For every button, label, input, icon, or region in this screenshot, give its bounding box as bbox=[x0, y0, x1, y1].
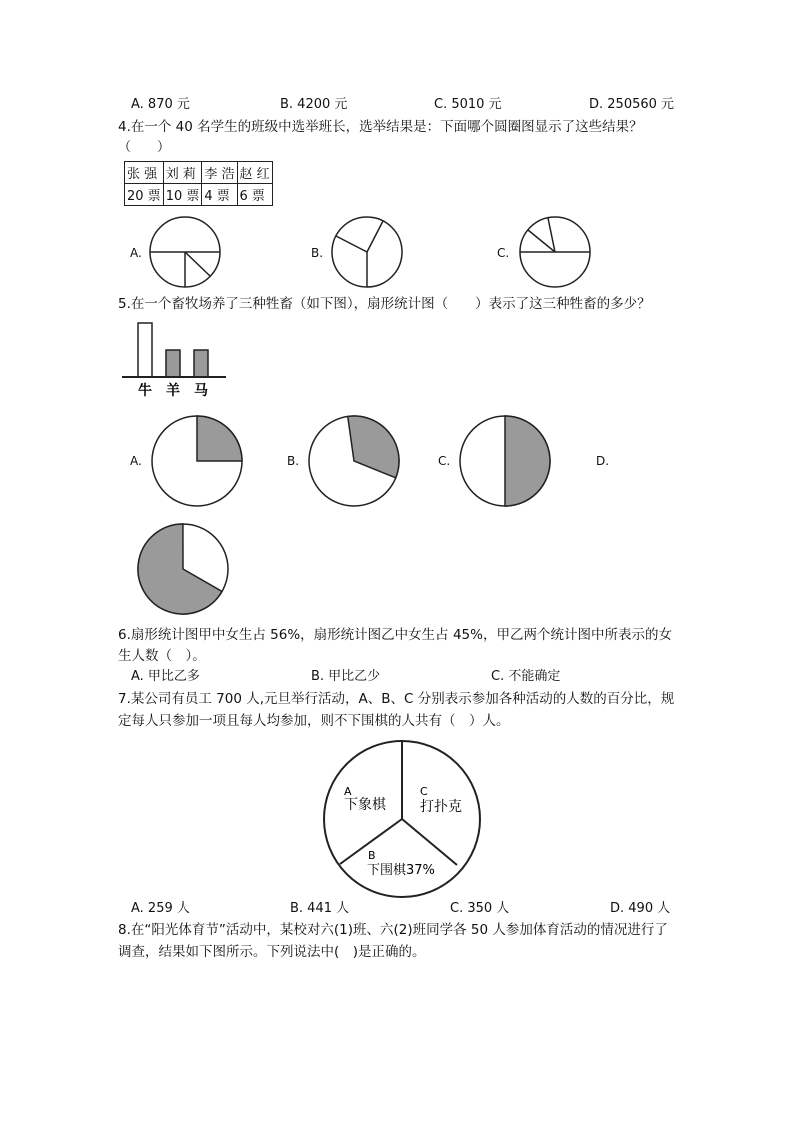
sector-c-letter: C bbox=[420, 785, 428, 798]
sector-c-label: 打扑克 bbox=[420, 799, 462, 815]
vote-count-cell: 10 票 bbox=[163, 184, 202, 206]
q6-line1: 6.扇形统计图甲中女生占 56%，扇形统计图乙中女生占 45%，甲乙两个统计图中所表示的女 bbox=[118, 627, 672, 643]
q8-line2: 调查，结果如下图所示。下列说法中( )是正确的。 bbox=[118, 944, 426, 960]
q7-option-a[interactable]: A. 259 人 bbox=[131, 901, 190, 916]
q6-option-b[interactable]: B. 甲比乙少 bbox=[311, 669, 381, 684]
sector-b-label: 下围棋37% bbox=[367, 863, 435, 878]
sector-a-label: 下象棋 bbox=[344, 797, 386, 813]
q3-option-c[interactable]: C. 5010 元 bbox=[434, 97, 502, 112]
vote-count-cell: 6 票 bbox=[237, 184, 272, 206]
q7-line2: 定每人只参加一项且每人均参加，则不下围棋的人共有（ ）人。 bbox=[118, 713, 510, 729]
q6-line2: 生人数（ ）。 bbox=[118, 648, 206, 664]
q5-pie-b[interactable] bbox=[304, 411, 414, 511]
q5-bar-chart bbox=[118, 315, 248, 405]
pie-shaded-sector bbox=[505, 416, 550, 506]
q5-pie-d[interactable] bbox=[133, 519, 243, 619]
q4-pie-a[interactable] bbox=[135, 212, 235, 292]
vote-name-cell: 赵 红 bbox=[237, 162, 272, 184]
q4-option-a-label[interactable]: A. bbox=[130, 246, 142, 260]
vote-name-cell: 张 强 bbox=[125, 162, 164, 184]
bar-0 bbox=[138, 323, 152, 377]
vote-table-votes-row bbox=[125, 184, 273, 206]
q5-option-d-label[interactable]: D. bbox=[596, 454, 610, 468]
bar-label-2: 马 bbox=[194, 383, 208, 399]
q4-text: 4.在一个 40 名学生的班级中选举班长，选举结果是：下面哪个圆圈图显示了这些结果？ bbox=[118, 119, 643, 135]
q4-pie-b[interactable] bbox=[317, 212, 417, 292]
vote-name-cell: 刘 莉 bbox=[163, 162, 202, 184]
q7-line1: 7.某公司有员工 700 人,元旦举行活动，A、B、C 分别表示参加各种活动的人数的百分比，规 bbox=[118, 691, 675, 707]
q6-option-c[interactable]: C. 不能确定 bbox=[491, 669, 561, 684]
q5-pie-a[interactable] bbox=[147, 411, 257, 511]
q4-bracket: （ ） bbox=[118, 140, 171, 155]
bar-2 bbox=[194, 350, 208, 377]
bar-label-0: 牛 bbox=[138, 383, 152, 399]
vote-table-names-row bbox=[125, 162, 273, 184]
vote-table bbox=[124, 161, 273, 206]
vote-count-cell: 4 票 bbox=[202, 184, 237, 206]
q4-option-b-label[interactable]: B. bbox=[311, 246, 324, 260]
q7-option-c[interactable]: C. 350 人 bbox=[450, 901, 510, 916]
q8-line1: 8.在“阳光体育节”活动中，某校对六(1)班、六(2)班同学各 50 人参加体育活动的情况进行了 bbox=[118, 922, 668, 938]
q5-option-a-label[interactable]: A. bbox=[130, 454, 142, 468]
q3-option-a[interactable]: A. 870 元 bbox=[131, 97, 190, 112]
bar-1 bbox=[166, 350, 180, 377]
q4-option-c-label[interactable]: C. bbox=[497, 246, 510, 260]
q6-option-a[interactable]: A. 甲比乙多 bbox=[131, 669, 200, 684]
sector-a-letter: A bbox=[344, 785, 352, 798]
q4-pie-c[interactable] bbox=[505, 212, 605, 292]
sector-b-letter: B bbox=[368, 849, 376, 862]
q7-pie-chart bbox=[322, 739, 482, 899]
q3-option-d[interactable]: D. 250560 元 bbox=[589, 97, 675, 112]
pie-shaded-sector bbox=[197, 416, 242, 461]
q5-text: 5.在一个畜牧场养了三种牲畜（如下图），扇形统计图（ ）表示了这三种牲畜的多少？ bbox=[118, 296, 651, 312]
q5-option-c-label[interactable]: C. bbox=[438, 454, 451, 468]
q5-option-b-label[interactable]: B. bbox=[287, 454, 300, 468]
q5-pie-c[interactable] bbox=[455, 411, 565, 511]
q7-option-d[interactable]: D. 490 人 bbox=[610, 901, 671, 916]
bar-label-1: 羊 bbox=[166, 383, 180, 399]
vote-name-cell: 李 浩 bbox=[202, 162, 237, 184]
q3-option-b[interactable]: B. 4200 元 bbox=[280, 97, 348, 112]
q7-option-b[interactable]: B. 441 人 bbox=[290, 901, 350, 916]
vote-count-cell: 20 票 bbox=[125, 184, 164, 206]
